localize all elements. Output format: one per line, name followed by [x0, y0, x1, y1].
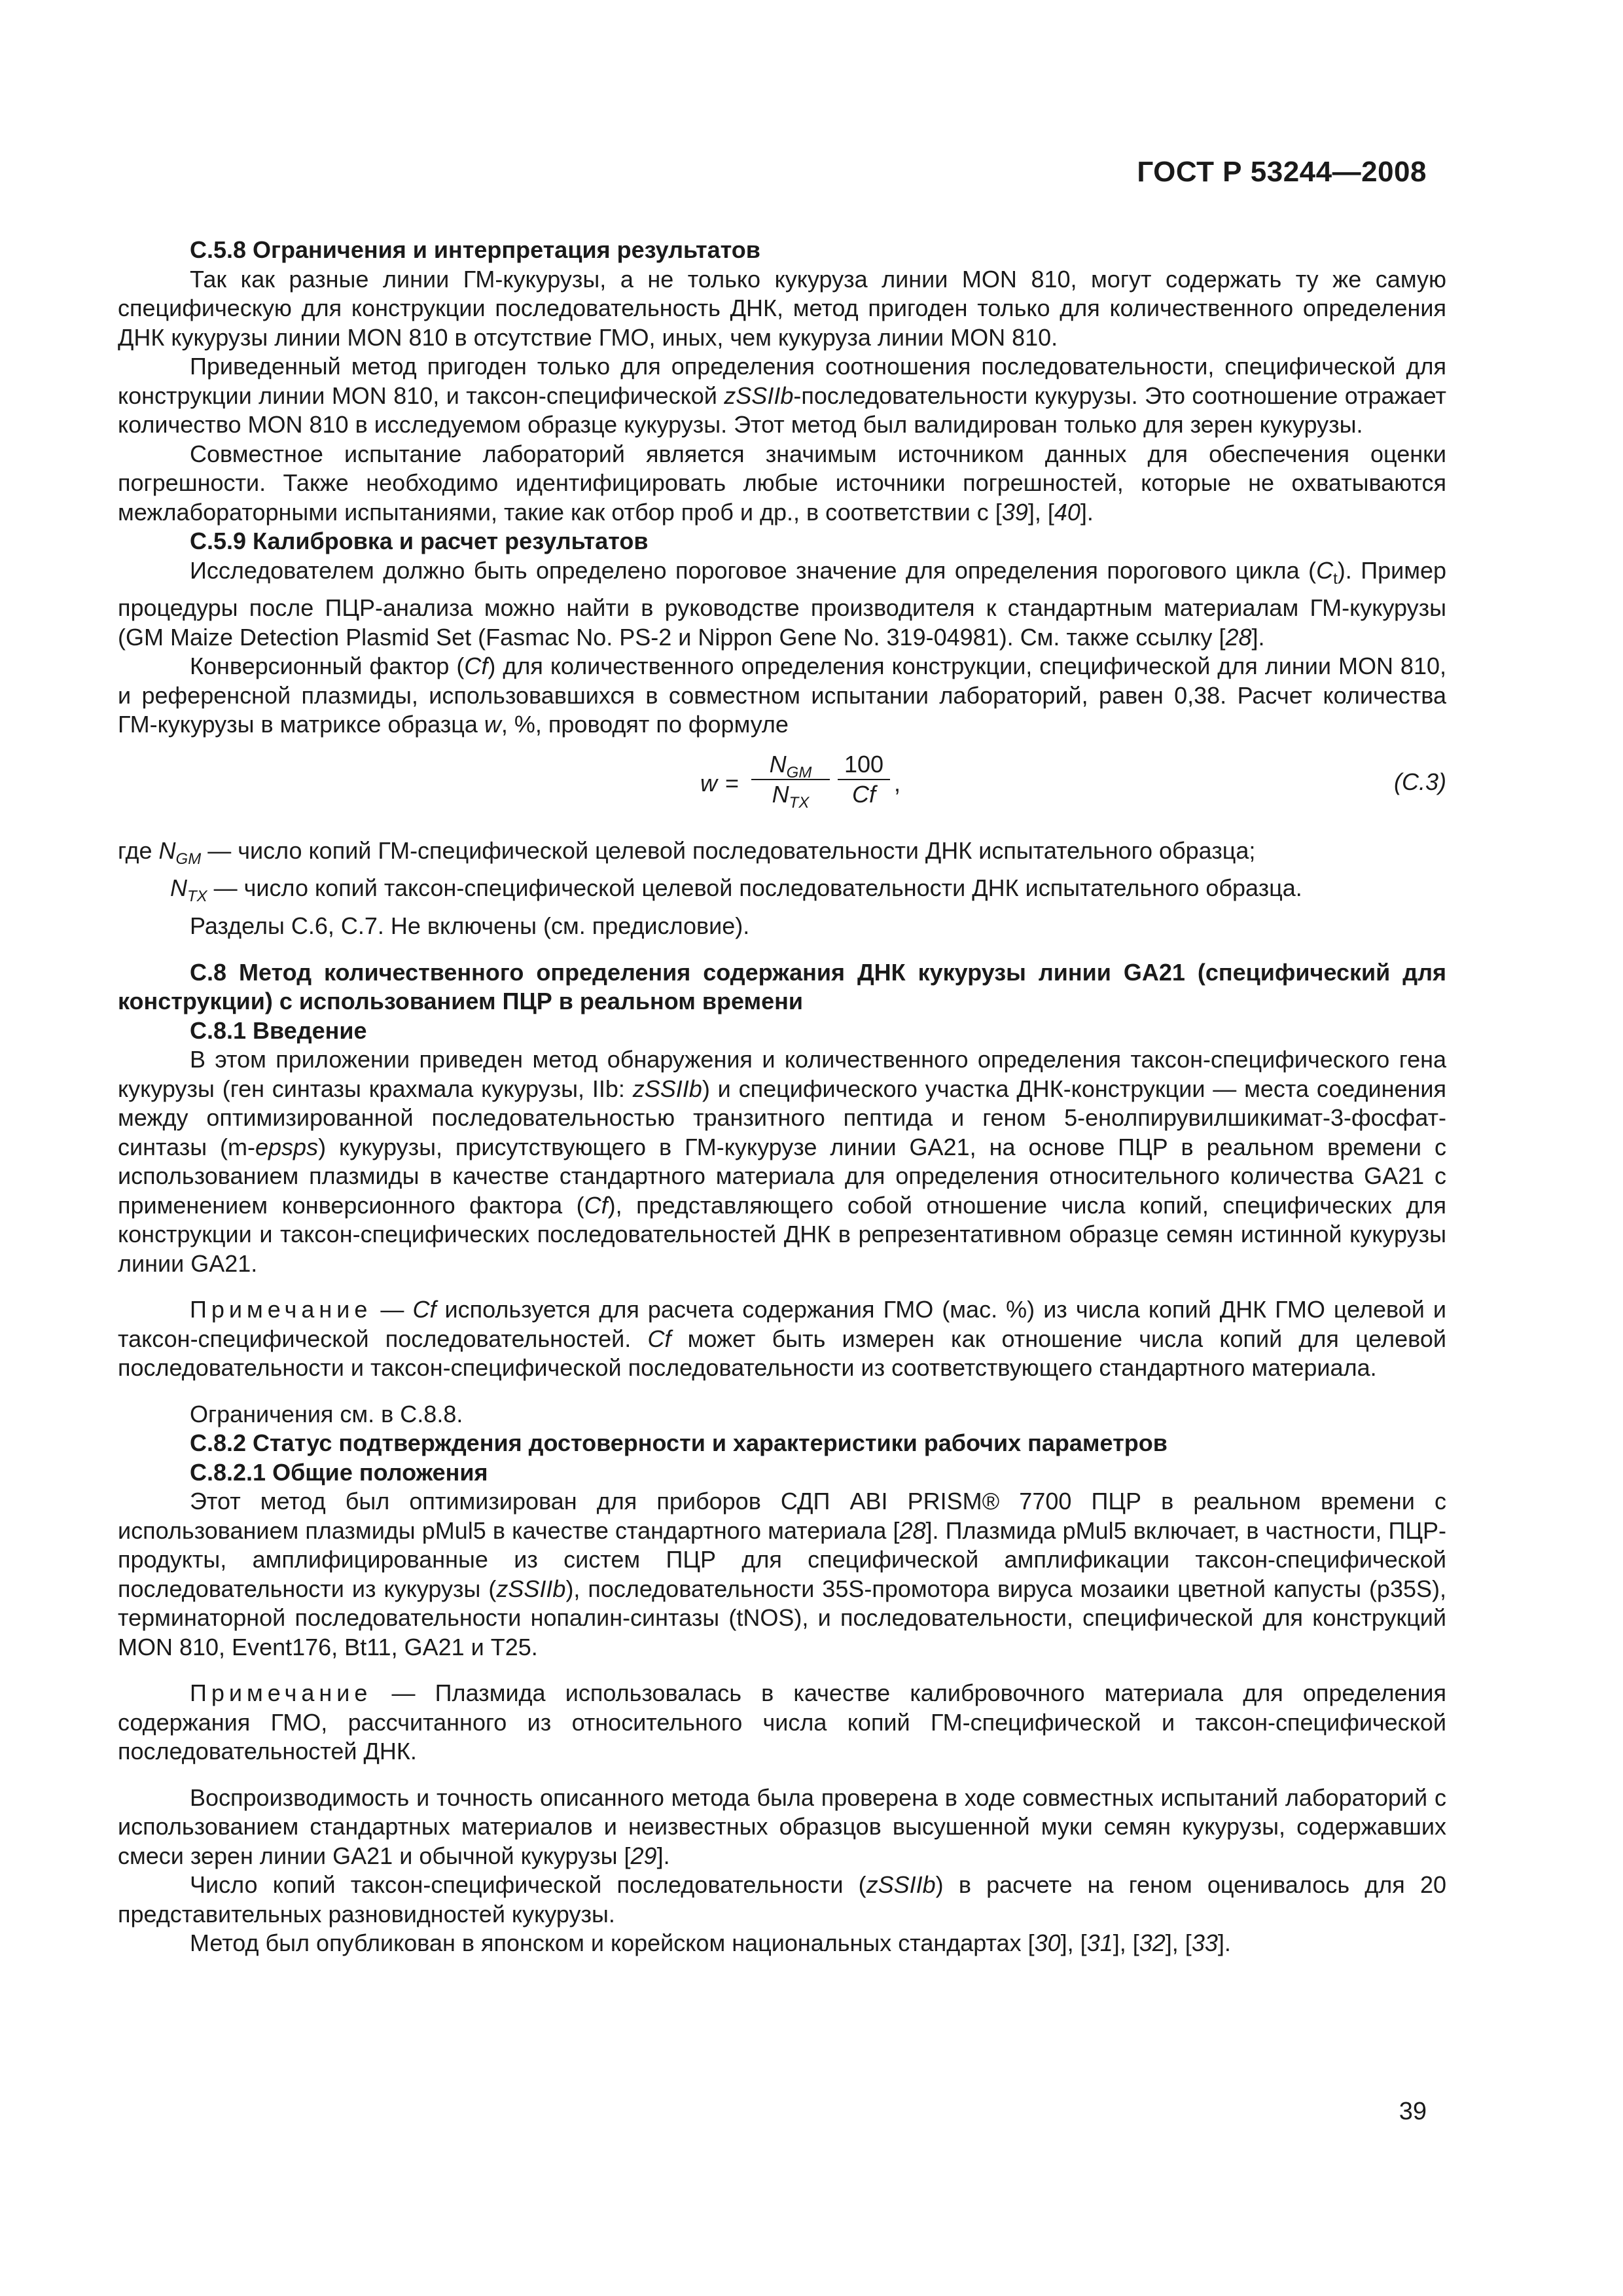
- text: ) в расчете на геном оценивалось для 20 представительных разновидностей кукурузы.: [118, 1871, 1446, 1928]
- paragraph-c59-2: [118, 652, 1446, 740]
- text: —: [372, 1296, 413, 1323]
- symbol: Cf: [464, 653, 488, 680]
- text: — Плазмида использовалась в качестве калибровочного материала для определения содержания ГМО, рассчитанного из относительного числа копий ГМ-специфической и таксон-специфической последовательностей ДНК.: [118, 1679, 1446, 1765]
- text: — число копий ГМ-специфической целевой последовательности ДНК испытательного образца;: [201, 836, 1256, 864]
- text: может быть измерен как отношение числа копий для целевой последовательности и таксон-специфической последовательности из соответствующего стандартного материала.: [118, 1325, 1446, 1382]
- text: ].: [1080, 498, 1094, 526]
- text: Метод был опубликован в японском и корейском национальных стандартах [: [190, 1929, 1035, 1957]
- reference: 28: [899, 1516, 926, 1544]
- reference: 29: [630, 1842, 657, 1869]
- formula-legend: [118, 836, 1446, 912]
- subscript: GM: [786, 763, 812, 781]
- symbol: w: [484, 711, 501, 738]
- text: -последовательности кукурузы. Это соотношение отражает количество MON 810 в исследуемом образце кукурузы. Этот метод был валидирован только для зерен кукурузы.: [118, 382, 1446, 438]
- symbol: N: [170, 874, 187, 902]
- text: ]. Плазмида pMul5 включает, в частности, ПЦР-продукты, амплифицированные из систем ПЦР для специфической амплификации таксон-специфической последовательности из кукурузы (: [118, 1516, 1446, 1602]
- paragraph-c59-1: [118, 556, 1446, 653]
- gene-name: zSSIIb: [496, 1575, 566, 1602]
- fraction-numerator: 100: [844, 750, 884, 778]
- fraction-denominator: [838, 779, 890, 809]
- legend-ntx: [118, 874, 1446, 912]
- text: ].: [1251, 623, 1265, 651]
- subscript: TX: [789, 793, 810, 812]
- subscript: GM: [175, 850, 202, 868]
- reference: 40: [1054, 498, 1080, 526]
- section-c82-title: С.8.2 Статус подтверждения достоверности и характеристики рабочих параметров: [190, 1429, 1168, 1457]
- symbol: Cf: [584, 1191, 608, 1219]
- symbol: N: [158, 836, 176, 864]
- text: — число копий таксон-специфической целевой последовательности ДНК испытательного образца.: [207, 874, 1302, 902]
- symbol: N: [769, 750, 787, 778]
- note-label: Примечание: [190, 1679, 372, 1707]
- text: Этот метод был оптимизирован для приборов СДП ABI PRISM® 7700 ПЦР в реальном времени с использованием плазмиды pMul5 в качестве стандартного материала [: [118, 1488, 1446, 1544]
- symbol: N: [772, 780, 789, 808]
- standard-code-header: ГОСТ Р 53244—2008: [1137, 156, 1427, 188]
- paragraph-c58-1: Так как разные линии ГМ-кукурузы, а не только кукуруза линии MON 810, могут содержать ту же самую специфическую для конструкции последовательность ДНК, метод пригоден только для количественного определения ДНК кукурузы линии MON 810 в отсутствие ГМО, иных, чем кукуруза линии MON 810.: [118, 265, 1446, 351]
- text: Число копий таксон-специфической последовательности (: [190, 1871, 866, 1899]
- text: ), представляющего собой отношение числа копий, специфических для конструкции и таксон-специфических последовательностей ДНК в репрезентативном образце семян истинной кукурузы линии GA21.: [118, 1191, 1446, 1277]
- paragraph-limitations-ref: Ограничения см. в С.8.8.: [190, 1400, 463, 1427]
- reference: 30: [1034, 1929, 1061, 1957]
- subscript: t: [1333, 569, 1338, 588]
- paragraph-c821-1: [118, 1487, 1446, 1662]
- text: ], [: [1165, 1929, 1192, 1957]
- reference: 39: [1001, 498, 1028, 526]
- text: ].: [656, 1842, 670, 1869]
- page-number: 39: [1399, 2098, 1427, 2125]
- text: где: [118, 836, 159, 864]
- fraction-numerator: [751, 750, 830, 779]
- reference: 31: [1086, 1929, 1113, 1957]
- text: Воспроизводимость и точность описанного метода была проверена в ходе совместных испытаний лабораторий с использованием стандартных материалов и неизвестных образцов высушенной муки семян кукурузы, содержавших смеси зерен линии GA21 и обычной кукурузы [: [118, 1784, 1446, 1869]
- reference: 33: [1191, 1929, 1218, 1957]
- text: ), последовательности 35S-промотора вируса мозаики цветной капусты (p35S), терминаторной последовательности нопалин-синтазы (tNOS), и последовательности, специфической для конструкций MON 810, Event176, Bt11, GA21 и T25.: [118, 1575, 1447, 1660]
- gene-name: zSSIIb: [632, 1075, 702, 1102]
- paragraph-c821-4: [118, 1929, 1446, 1958]
- text: Конверсионный фактор (: [190, 653, 465, 680]
- text: В этом приложении приведен метод обнаружения и количественного определения таксон-специфического гена кукурузы (ген синтазы крахмала кукурузы, IIb:: [118, 1046, 1446, 1102]
- formula-number: (С.3): [1394, 768, 1446, 795]
- paragraph-c58-3: [118, 440, 1446, 528]
- reference: 28: [1225, 623, 1252, 651]
- note-plasmid: [118, 1679, 1446, 1767]
- text: Исследователем должно быть определено пороговое значение для определения порогового цикла (: [190, 556, 1317, 584]
- section-c81-title: С.8.1 Введение: [190, 1016, 367, 1044]
- symbol: Cf: [647, 1325, 671, 1352]
- note-label: Примечание: [190, 1296, 372, 1323]
- fraction-factor: [838, 750, 890, 809]
- legend-ngm: [118, 836, 1446, 874]
- page-body: [118, 236, 1446, 1958]
- text: ) кукурузы, присутствующего в ГМ-кукурузе линии GA21, на основе ПЦР в реальном времени с использованием плазмиды в качестве стандартного материала для определения относительного количества GA21 с применением конверсионного фактора (: [118, 1133, 1446, 1219]
- reference: 32: [1139, 1929, 1166, 1957]
- paragraph-c821-3: [118, 1871, 1446, 1929]
- paragraph-c821-2: [118, 1784, 1446, 1871]
- text: , %, проводят по формуле: [501, 711, 789, 738]
- gene-name: zSSIIb: [724, 382, 794, 409]
- paragraph-c81-1: [118, 1045, 1446, 1278]
- formula-lhs: w: [700, 769, 717, 797]
- note-cf: [118, 1295, 1446, 1383]
- formula-equals: =: [725, 769, 740, 797]
- fraction-denominator: [751, 779, 830, 812]
- section-c821-title: С.8.2.1 Общие положения: [190, 1458, 488, 1486]
- gene-name: zSSIIb: [866, 1871, 936, 1899]
- text: Приведенный метод пригоден только для определения соотношения последовательности, специфической для конструкции линии MON 810, и таксон-специфической: [118, 353, 1446, 409]
- section-c59-title: С.5.9 Калибровка и расчет результатов: [190, 528, 649, 554]
- text: используется для расчета содержания ГМО (мас. %) из числа копий ДНК ГМО целевой и таксон-специфической последовательностей.: [118, 1296, 1446, 1352]
- symbol: Cf: [412, 1296, 437, 1323]
- text: ], [: [1027, 498, 1054, 526]
- paragraph-sections-note: Разделы С.6, С.7. Не включены (см. предисловие).: [190, 912, 750, 940]
- symbol: Cf: [852, 780, 876, 808]
- text: ], [: [1113, 1929, 1139, 1957]
- text: ], [: [1060, 1929, 1087, 1957]
- text: ). Пример процедуры после ПЦР-анализа можно найти в руководстве производителя к стандартным материалам ГМ-кукурузы (GM Maize Detection Plasmid Set (Fasmac No. PS-2 и Nippon Gene No. 319-04981). См. также ссылку [: [118, 556, 1447, 651]
- section-c8-title: С.8 Метод количественного определения содержания ДНК кукурузы линии GA21 (специфический для конструкции) с использованием ПЦР в реальном времени: [118, 958, 1446, 1015]
- text: Совместное испытание лабораторий является значимым источником данных для обеспечения оценки погрешности. Также необходимо идентифицировать любые источники погрешностей, которые не охватываются межлабораторными испытаниями, такие как отбор проб и др., в соответствии с [: [118, 440, 1446, 526]
- formula-comma: ,: [894, 769, 901, 797]
- paragraph-c58-2: [118, 352, 1446, 440]
- section-c58-title: С.5.8 Ограничения и интерпретация результатов: [190, 236, 760, 263]
- gene-name: epsps: [255, 1133, 319, 1160]
- text: ].: [1217, 1929, 1231, 1957]
- text: ) для количественного определения конструкции, специфической для линии MON 810, и референсной плазмиды, использовавшихся в совместном испытании лабораторий, равен 0,38. Расчет количества ГМ-кукурузы в матриксе образца: [118, 653, 1446, 738]
- subscript: TX: [187, 888, 207, 906]
- fraction-copies: [751, 750, 830, 812]
- formula-c3: [118, 750, 1446, 822]
- symbol: C: [1316, 556, 1334, 584]
- text: ) и специфического участка ДНК-конструкции — места соединения между оптимизированной последовательностью транзитного пептида и геном 5-енолпирувилшикимат-3-фосфат-синтазы (m-: [118, 1075, 1446, 1160]
